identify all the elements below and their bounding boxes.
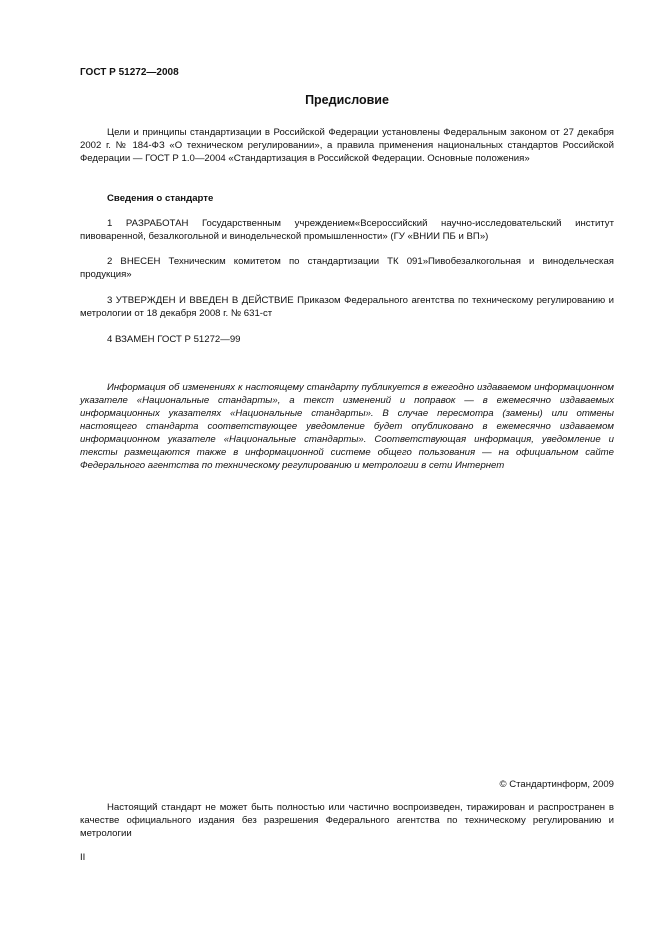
standard-info-item-1-block [80, 217, 614, 243]
standard-info-item: 1 РАЗРАБОТАН Государственным учреждением«Всероссийский научно-исследовательский институт пивоваренной, безалкогольной и винодельческой промышленности» (ГУ «ВНИИ ПБ и ВП») [80, 218, 614, 242]
standard-info-item-2-block [80, 255, 614, 281]
standard-info-item: 2 ВНЕСЕН Техническим комитетом по стандартизации ТК 091»Пивобезалкогольная и винодельческая продукция» [80, 256, 614, 280]
standard-info-item-3-block [80, 294, 614, 320]
reproduction-notice: Настоящий стандарт не может быть полностью или частично воспроизведен, тиражирован и распространен в качестве официального издания без разрешения Федерального агентства по техническому регулированию и метрологии [80, 802, 614, 839]
foreword-intro: Цели и принципы стандартизации в Российской Федерации установлены Федеральным законом от 27 декабря 2002 г. № 184-ФЗ «О техническом регулировании», а правила применения национальных стандартов Российской Федерации — ГОСТ Р 1.0—2004 «Стандартизация в Российской Федерации. Основные положения» [80, 127, 614, 164]
page-title: Предисловие [305, 93, 389, 107]
standard-info-heading-block [80, 192, 614, 205]
reproduction-notice-block [80, 801, 614, 840]
copyright: © Стандартинформ, 2009 [499, 779, 614, 790]
standard-info-heading: Сведения о стандарте [107, 193, 214, 204]
changes-notice-block [80, 381, 614, 472]
document-code: ГОСТ Р 51272—2008 [80, 67, 179, 78]
changes-notice: Информация об изменениях к настоящему стандарту публикуется в ежегодно издаваемом информационном указателе «Национальные стандарты», а текст изменений и поправок — в ежемесячно издаваемых информационных указателях «Национальные стандарты». В случае пересмотра (замены) или отмены настоящего стандарта соответствующее уведомление будет опубликовано в ежемесячно издаваемом информационном указателе «Национальные стандарты». Соответствующая информация, уведомление и тексты размещаются также в информационной системе общего пользования — на официальном сайте Федерального агентства по техническому регулированию и метрологии в сети Интернет [80, 382, 614, 471]
foreword-intro-block [80, 126, 614, 165]
standard-info-item: 3 УТВЕРЖДЕН И ВВЕДЕН В ДЕЙСТВИЕ Приказом Федерального агентства по техническому регулированию и метрологии от 18 декабря 2008 г. № 631-ст [80, 295, 614, 319]
standard-info-item-4-block [80, 333, 614, 346]
standard-info-item: 4 ВЗАМЕН ГОСТ Р 51272—99 [107, 334, 241, 345]
page-number: II [80, 852, 86, 863]
